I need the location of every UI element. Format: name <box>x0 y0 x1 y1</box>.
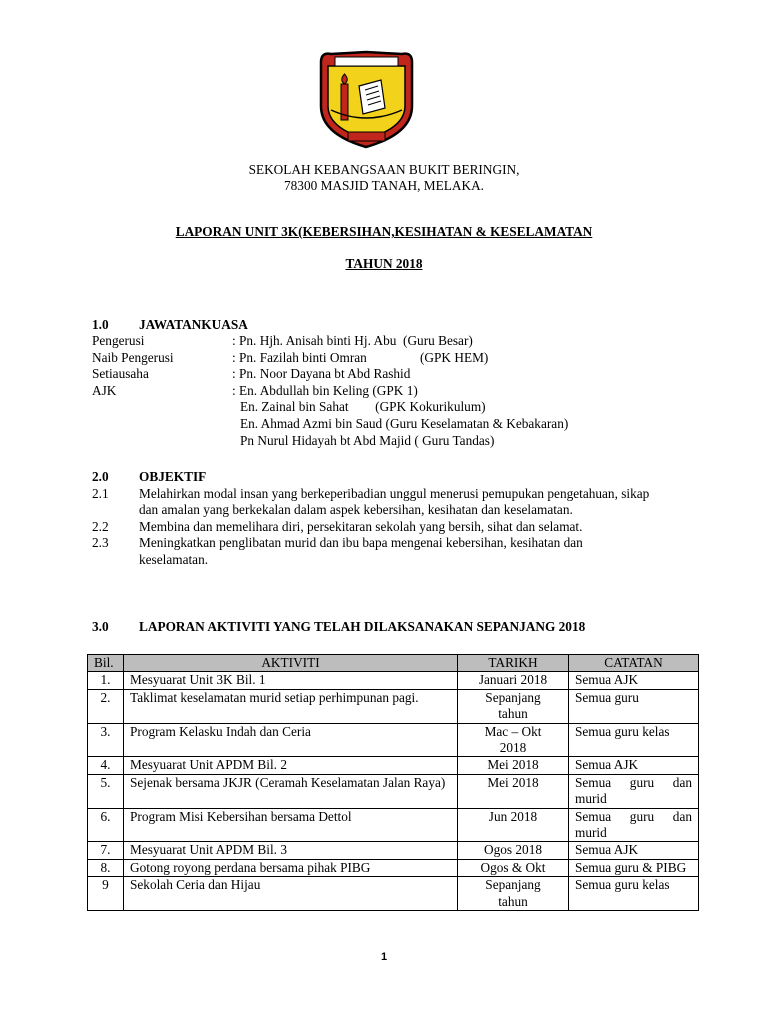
committee-role: Naib Pengerusi <box>92 349 174 365</box>
section-number: 3.0 <box>92 619 109 634</box>
table-row <box>88 877 699 911</box>
objective-text: Meningkatkan penglibatan murid dan ibu bapa mengenai kebersihan, kesihatan dan keselamatan. <box>139 535 583 567</box>
report-year: TAHUN 2018 <box>345 256 423 271</box>
section-number: 2.0 <box>92 469 109 484</box>
table-row <box>88 808 699 842</box>
section-title: OBJEKTIF <box>139 469 207 484</box>
cell-bil: 4. <box>88 757 124 774</box>
column-header-bil: Bil. <box>88 655 124 672</box>
committee-member: En. Ahmad Azmi bin Saud (Guru Keselamatan & Kebakaran) <box>240 415 569 431</box>
table-row <box>88 842 699 859</box>
column-header-aktiviti: AKTIVITI <box>124 655 458 672</box>
school-address: 78300 MASJID TANAH, MELAKA. <box>284 178 484 193</box>
cell-aktiviti: Program Misi Kebersihan bersama Dettol <box>124 808 458 842</box>
committee-row <box>92 333 692 350</box>
report-title: LAPORAN UNIT 3K(KEBERSIHAN,KESIHATAN & KESELAMATAN <box>175 224 593 239</box>
column-header-catatan: CATATAN <box>569 655 699 672</box>
cell-aktiviti: Mesyuarat Unit APDM Bil. 2 <box>124 757 458 774</box>
committee-member: : En. Abdullah bin Keling (GPK 1) <box>232 382 418 398</box>
cell-aktiviti: Sejenak bersama JKJR (Ceramah Keselamatan Jalan Raya) <box>124 774 458 808</box>
cell-bil: 8. <box>88 859 124 876</box>
committee-role: Setiausaha <box>92 366 149 382</box>
cell-catatan: Semua guru dan murid <box>569 808 699 842</box>
objective-text: Melahirkan modal insan yang berkeperibadian unggul menerusi pemupukan pengetahuan, sikap dan amalan yang berkekalan dalam aspek kebersihan, kesihatan dan keselamatan. <box>139 486 650 518</box>
objective-number: 2.3 <box>92 535 109 551</box>
cell-catatan: Semua guru kelas <box>569 723 699 757</box>
section-heading-objectives <box>92 469 206 485</box>
committee-row <box>92 416 692 433</box>
committee-member: : Pn. Noor Dayana bt Abd Rashid <box>232 366 411 382</box>
cell-catatan: Semua AJK <box>569 842 699 859</box>
committee-row <box>92 433 692 450</box>
section-heading-committee <box>92 317 248 333</box>
table-row <box>88 859 699 876</box>
school-crest-logo <box>315 48 418 150</box>
cell-bil: 2. <box>88 689 124 723</box>
committee-role: Pengerusi <box>92 333 145 348</box>
committee-row <box>92 399 692 416</box>
cell-aktiviti: Gotong royong perdana bersama pihak PIBG <box>124 859 458 876</box>
committee-row <box>92 350 692 367</box>
cell-bil: 3. <box>88 723 124 757</box>
objective-number: 2.2 <box>92 518 109 534</box>
committee-member: En. Zainal bin Sahat (GPK Kokurikulum) <box>240 399 486 415</box>
objective-item <box>92 519 652 535</box>
cell-tarikh: Mac – Okt 2018 <box>458 723 569 757</box>
cell-tarikh: Mei 2018 <box>458 757 569 774</box>
cell-tarikh: Ogos & Okt <box>458 859 569 876</box>
objective-list <box>92 486 652 568</box>
table-row <box>88 757 699 774</box>
objective-text: Membina dan memelihara diri, persekitaran sekolah yang bersih, sihat dan selamat. <box>139 518 583 534</box>
table-row <box>88 774 699 808</box>
cell-tarikh: Sepanjang tahun <box>458 689 569 723</box>
cell-aktiviti: Mesyuarat Unit APDM Bil. 3 <box>124 842 458 859</box>
table-row <box>88 723 699 757</box>
cell-aktiviti: Program Kelasku Indah dan Ceria <box>124 723 458 757</box>
column-header-tarikh: TARIKH <box>458 655 569 672</box>
cell-catatan: Semua guru dan murid <box>569 774 699 808</box>
committee-member: Pn Nurul Hidayah bt Abd Majid ( Guru Tandas) <box>240 432 495 448</box>
section-title: JAWATANKUASA <box>139 317 248 332</box>
cell-bil: 5. <box>88 774 124 808</box>
section-title: LAPORAN AKTIVITI YANG TELAH DILAKSANAKAN SEPANJANG 2018 <box>139 619 586 634</box>
committee-row <box>92 366 692 383</box>
objective-number: 2.1 <box>92 486 109 501</box>
cell-aktiviti: Mesyuarat Unit 3K Bil. 1 <box>124 672 458 689</box>
cell-catatan: Semua AJK <box>569 757 699 774</box>
cell-catatan: Semua guru kelas <box>569 877 699 911</box>
cell-bil: 1. <box>88 672 124 689</box>
cell-tarikh: Mei 2018 <box>458 774 569 808</box>
cell-catatan: Semua guru & PIBG <box>569 859 699 876</box>
section-heading-activities <box>92 619 585 635</box>
cell-tarikh: Ogos 2018 <box>458 842 569 859</box>
school-name: SEKOLAH KEBANGSAAN BUKIT BERINGIN, <box>248 162 520 177</box>
cell-tarikh: Sepanjang tahun <box>458 877 569 911</box>
activity-table <box>87 654 699 911</box>
cell-tarikh: Jun 2018 <box>458 808 569 842</box>
table-header-row <box>88 655 699 672</box>
crest-shield-icon <box>315 48 418 150</box>
cell-catatan: Semua AJK <box>569 672 699 689</box>
cell-tarikh: Januari 2018 <box>458 672 569 689</box>
section-number: 1.0 <box>92 317 109 332</box>
objective-item <box>92 486 652 519</box>
cell-aktiviti: Taklimat keselamatan murid setiap perhimpunan pagi. <box>124 689 458 723</box>
cell-aktiviti: Sekolah Ceria dan Hijau <box>124 877 458 911</box>
cell-bil: 7. <box>88 842 124 859</box>
cell-catatan: Semua guru <box>569 689 699 723</box>
table-row <box>88 672 699 689</box>
cell-bil: 9 <box>88 877 124 911</box>
committee-row <box>92 383 692 400</box>
page-number: 1 <box>380 951 388 963</box>
objective-item <box>92 535 652 568</box>
committee-member: : Pn. Fazilah binti Omran (GPK HEM) <box>232 349 489 365</box>
committee-list <box>92 333 692 449</box>
committee-member: : Pn. Hjh. Anisah binti Hj. Abu (Guru Besar) <box>232 333 473 348</box>
cell-bil: 6. <box>88 808 124 842</box>
committee-role: AJK <box>92 382 117 398</box>
table-row <box>88 689 699 723</box>
